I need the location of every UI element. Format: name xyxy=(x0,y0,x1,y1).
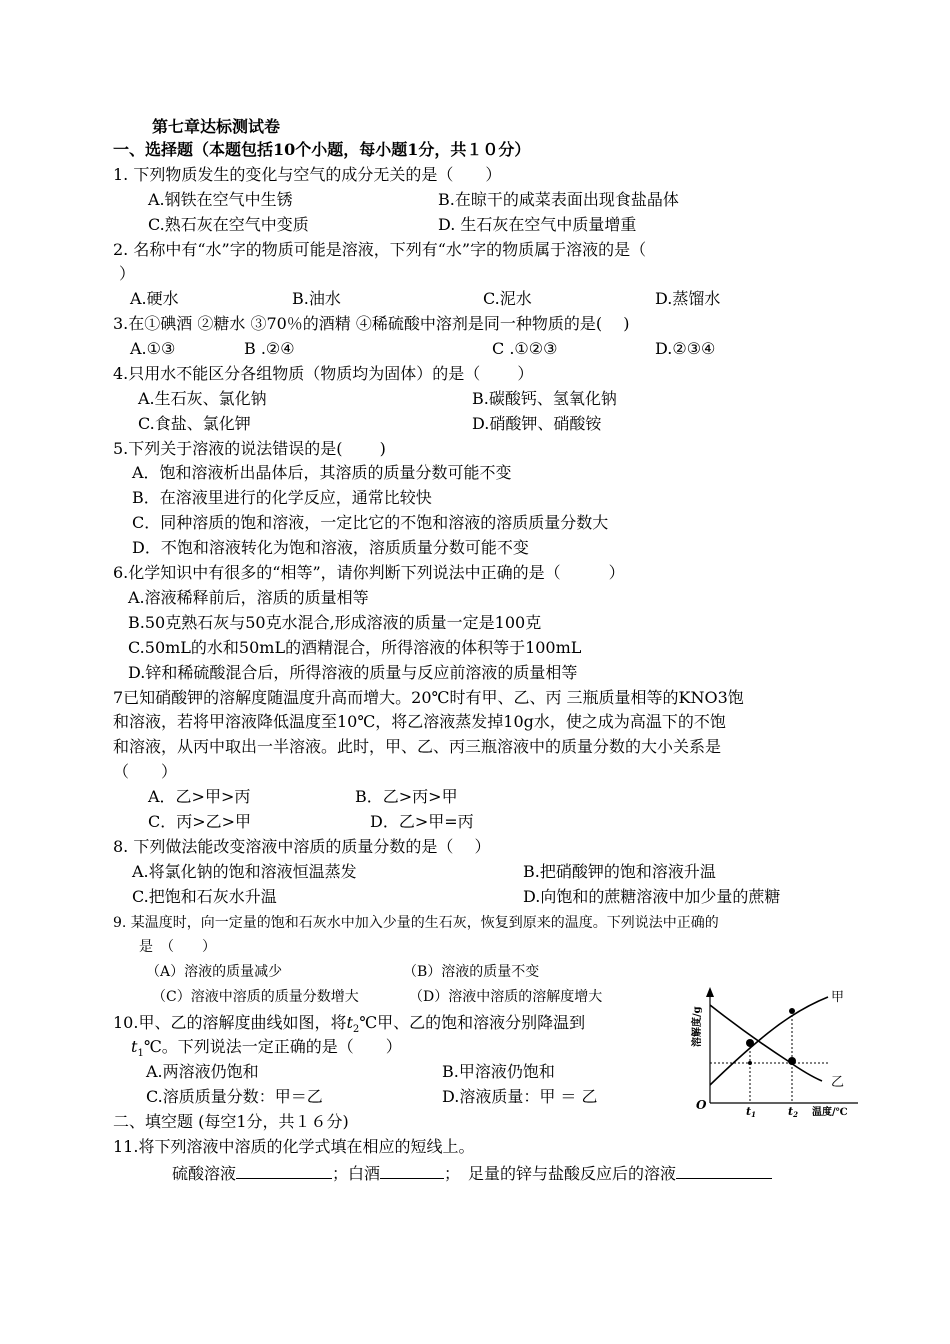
question-1-option-d: D. 生石灰在空气中质量增重 xyxy=(438,215,637,234)
question-7-option-b: B．乙>丙>甲 xyxy=(355,787,458,806)
question-7-line-2: 和溶液，若将甲溶液降低温度至10℃，将乙溶液蒸发掉10g水，使之成为高温下的不饱 xyxy=(113,712,726,731)
yi-t1-point xyxy=(748,1061,752,1065)
t2-subscript: 2 xyxy=(352,1024,360,1036)
question-10-text-a: 10.甲、乙的溶解度曲线如图，将 xyxy=(113,1013,347,1032)
t2-label-sub: 2 xyxy=(793,1110,798,1118)
blank-label-sulfuric: 硫酸溶液 xyxy=(172,1164,237,1183)
question-1-option-b: B.在晾干的咸菜表面出现食盐晶体 xyxy=(438,190,679,209)
question-11-stem: 11.将下列溶液中溶质的化学式填在相应的短线上。 xyxy=(113,1137,475,1156)
question-1-option-c: C.熟石灰在空气中变质 xyxy=(148,215,309,234)
question-4-option-c: C.食盐、氯化钾 xyxy=(138,414,251,433)
question-2-stem-end: ） xyxy=(119,264,136,283)
question-8-stem: 8. 下列做法能改变溶液中溶质的质量分数的是（ ） xyxy=(113,837,491,856)
jia-t2-point xyxy=(789,1008,795,1014)
page-title: 第七章达标测试卷 xyxy=(152,117,281,136)
question-4-option-d: D.硝酸钾、硝酸铵 xyxy=(472,414,602,433)
question-10-option-b: B.甲溶液仍饱和 xyxy=(442,1062,555,1081)
question-3-option-c: C .①②③ xyxy=(492,339,558,358)
question-1-stem: 1. 下列物质发生的变化与空气的成分无关的是（ ） xyxy=(113,165,502,184)
question-5-option-b: B．在溶液里进行的化学反应，通常比较快 xyxy=(132,488,432,507)
curve-jia-upper xyxy=(710,997,828,1085)
t1-subscript: 1 xyxy=(137,1048,144,1060)
blank-label-zinc: ； 足量的锌与盐酸反应后的溶液 xyxy=(444,1164,677,1183)
curve-yi-label: 乙 xyxy=(831,1075,845,1090)
question-10-option-d: D.溶液质量：甲 ＝ 乙 xyxy=(442,1087,598,1106)
question-10-option-c: C.溶质质量分数：甲＝乙 xyxy=(146,1087,323,1106)
question-9-option-c: （C）溶液中溶质的质量分数增大 xyxy=(152,989,359,1005)
question-7-line-1: 7已知硝酸钾的溶解度随温度升高而增大。20℃时有甲、乙、丙 三瓶质量相等的KNO3饱 xyxy=(113,688,744,707)
question-6-stem: 6.化学知识中有很多的“相等”，请你判断下列说法中正确的是（ ） xyxy=(113,563,625,582)
question-6-option-c: C.50mL的水和50mL的酒精混合，所得溶液的体积等于100mL xyxy=(128,638,582,657)
question-9-option-a: （A）溶液的质量减少 xyxy=(146,964,283,980)
question-4-option-b: B.碳酸钙、氢氧化钠 xyxy=(472,389,617,408)
question-9-option-b: （B）溶液的质量不变 xyxy=(403,964,540,980)
question-1-option-a: A.钢铁在空气中生锈 xyxy=(148,190,293,209)
question-2-option-b: B.油水 xyxy=(292,289,341,308)
question-3-option-a: A.①③ xyxy=(130,339,176,358)
question-2-option-a: A.硬水 xyxy=(130,289,179,308)
question-7-option-a: A．乙>甲>丙 xyxy=(148,787,251,806)
question-11-blanks xyxy=(172,1162,772,1184)
t1-label-sub: 1 xyxy=(751,1110,756,1118)
question-3-option-d: D.②③④ xyxy=(655,339,716,358)
question-2-option-d: D.蒸馏水 xyxy=(655,289,721,308)
question-3-stem: 3.在①碘酒 ②糖水 ③70％的酒精 ④稀硫酸中溶剂是同一种物质的是( ) xyxy=(113,314,630,333)
question-9-stem-end: 是 （ ） xyxy=(139,939,216,955)
question-2-option-c: C.泥水 xyxy=(483,289,532,308)
question-9-stem: 9. 某温度时，向一定量的饱和石灰水中加入少量的生石灰，恢复到原来的温度。下列说法中正确的 xyxy=(113,915,719,931)
question-5-stem: 5.下列关于溶液的说法错误的是( ) xyxy=(113,439,386,458)
question-7-line-3: 和溶液，从丙中取出一半溶液。此时，甲、乙、丙三瓶溶液中的质量分数的大小关系是 xyxy=(113,737,722,756)
origin-label: O xyxy=(696,1098,707,1112)
question-10-text-b: ℃甲、乙的饱和溶液分别降温到 xyxy=(359,1013,586,1032)
question-5-option-d: D．不饱和溶液转化为饱和溶液，溶质质量分数可能不变 xyxy=(132,538,529,557)
blank-liquor[interactable] xyxy=(380,1162,444,1179)
question-10-text-c: ℃。下列说法一定正确的是（ ） xyxy=(143,1037,402,1056)
y-axis-label: 溶解度/g xyxy=(692,1006,703,1047)
blank-sulfuric-acid[interactable] xyxy=(236,1162,332,1179)
curve-jia-label: 甲 xyxy=(831,990,845,1005)
t1-label xyxy=(746,1105,756,1118)
question-7-option-d: D．乙>甲=丙 xyxy=(370,812,474,831)
t2-label xyxy=(788,1105,798,1118)
question-2-stem: 2. 名称中有“水”字的物质可能是溶液，下列有“水”字的物质属于溶液的是（ xyxy=(113,240,647,259)
question-4-option-a: A.生石灰、氯化钠 xyxy=(138,389,267,408)
question-8-option-b: B.把硝酸钾的饱和溶液升温 xyxy=(523,862,716,881)
blank-zinc-solution[interactable] xyxy=(676,1162,772,1179)
question-3-option-b: B .②④ xyxy=(244,339,295,358)
x-axis-label: 温度/℃ xyxy=(812,1107,848,1118)
section-heading-fill: 二、填空题 (每空1分，共１６分) xyxy=(113,1112,349,1131)
section-heading-choice: 一、选择题（本题包括10个小题，每小题1分，共１０分） xyxy=(113,140,531,159)
question-7-option-c: C．丙>乙>甲 xyxy=(148,812,252,831)
question-8-option-a: A.将氯化钠的饱和溶液恒温蒸发 xyxy=(132,862,357,881)
question-10-line-2 xyxy=(131,1037,402,1064)
t1-symbol: t xyxy=(131,1037,138,1056)
t1-label-t: t xyxy=(746,1105,752,1118)
question-8-option-c: C.把饱和石灰水升温 xyxy=(132,887,277,906)
question-4-stem: 4.只用水不能区分各组物质（物质均为固体）的是（ ） xyxy=(113,364,534,383)
intersection-point xyxy=(746,1039,754,1047)
question-6-option-a: A.溶液稀释前后，溶质的质量相等 xyxy=(128,588,369,607)
question-10-option-a: A.两溶液仍饱和 xyxy=(146,1062,259,1081)
question-7-line-4: （ ） xyxy=(113,762,178,781)
question-5-option-c: C．同种溶质的饱和溶液，一定比它的不饱和溶液的溶质质量分数大 xyxy=(132,513,609,532)
t2-label-t: t xyxy=(788,1105,794,1118)
yi-t2-point xyxy=(788,1057,796,1065)
t2-symbol: t xyxy=(346,1013,353,1032)
question-6-option-d: D.锌和稀硫酸混合后，所得溶液的质量与反应前溶液的质量相等 xyxy=(128,663,578,682)
question-5-option-a: A．饱和溶液析出晶体后，其溶质的质量分数可能不变 xyxy=(132,463,512,482)
blank-label-liquor: ；白酒 xyxy=(332,1164,381,1183)
solubility-graph xyxy=(688,983,868,1118)
question-8-option-d: D.向饱和的蔗糖溶液中加少量的蔗糖 xyxy=(523,887,781,906)
question-6-option-b: B.50克熟石灰与50克水混合,形成溶液的质量一定是100克 xyxy=(128,613,542,632)
question-9-option-d: （D）溶液中溶质的溶解度增大 xyxy=(409,989,603,1005)
y-axis-arrow xyxy=(706,987,714,997)
